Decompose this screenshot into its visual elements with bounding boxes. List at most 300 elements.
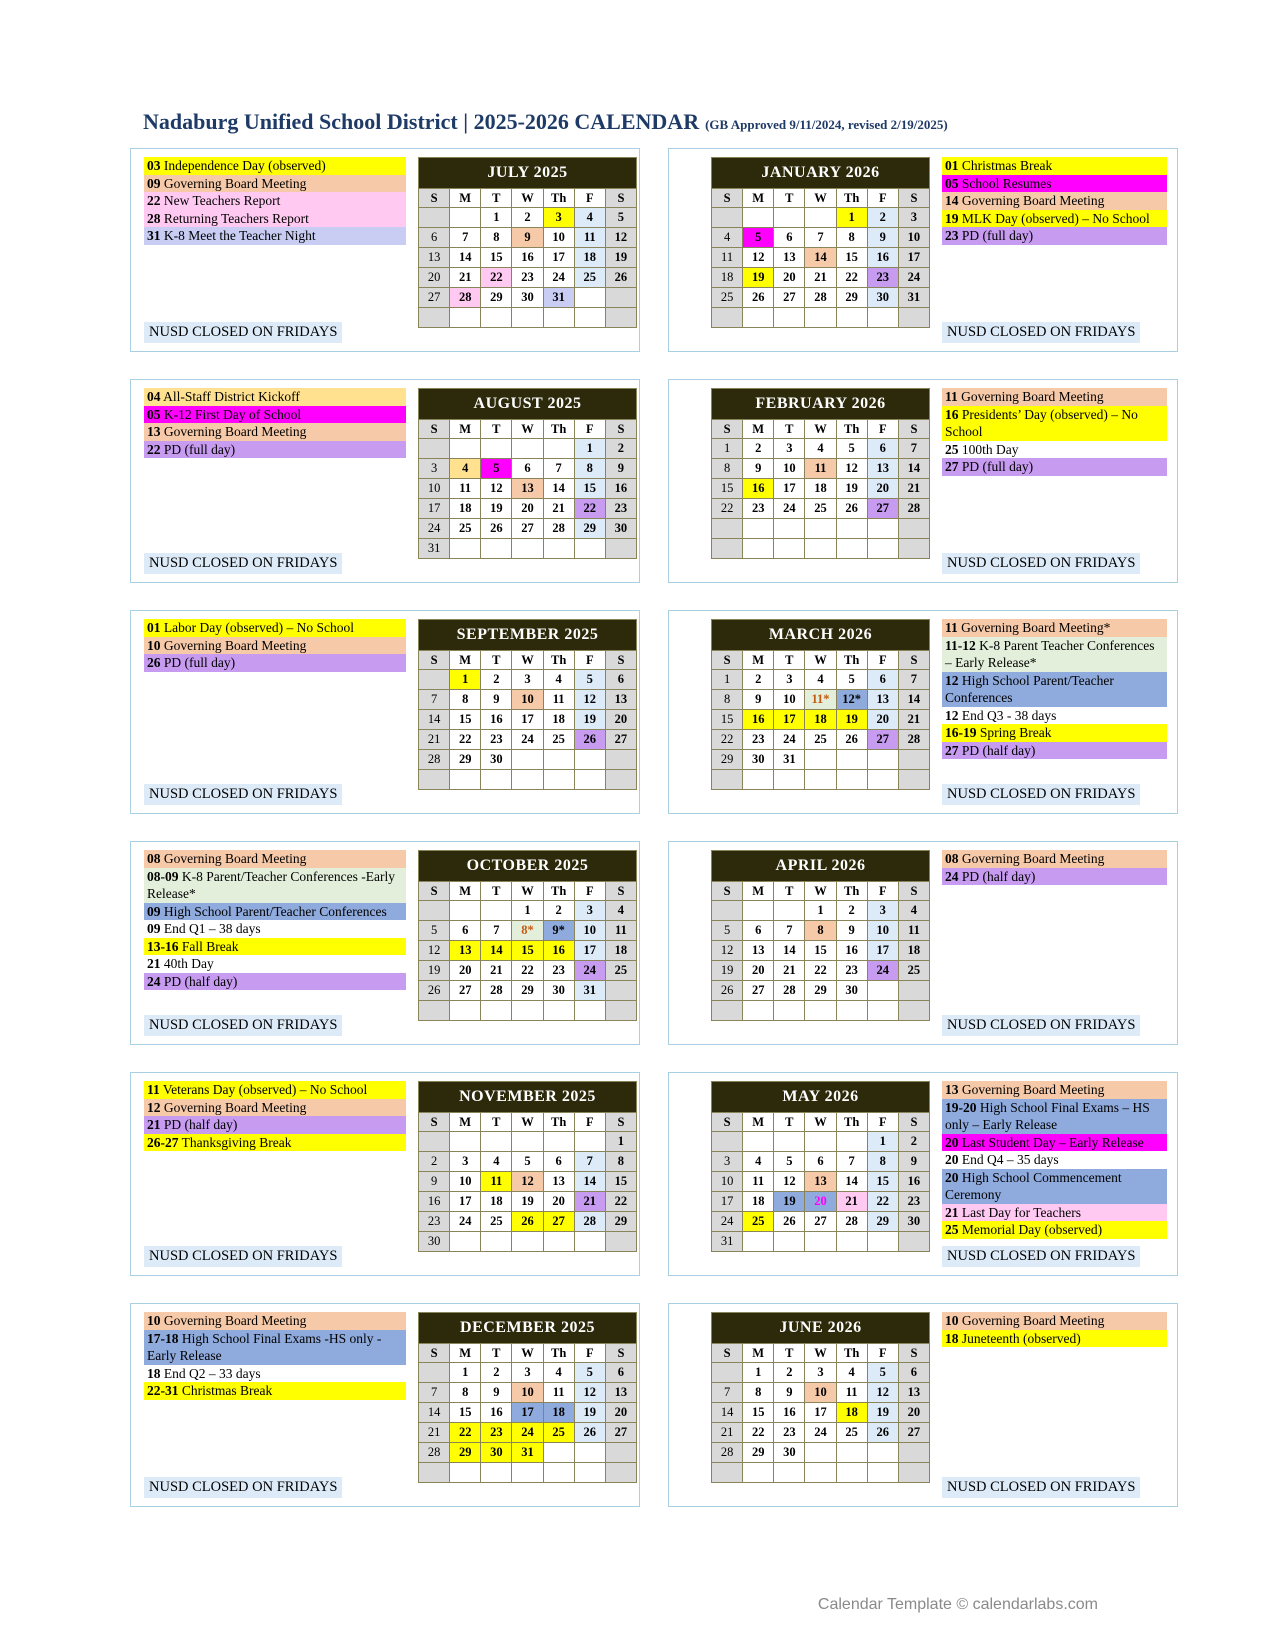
calendar-cell: 16 [481, 710, 512, 730]
calendar-cell: 21 [419, 1423, 450, 1443]
calendar-cell: 28 [898, 499, 929, 519]
calendar-cell: 31 [419, 539, 450, 559]
calendar-cell [836, 1463, 867, 1483]
calendar-cell: 15 [743, 1403, 774, 1423]
day-header: Th [836, 1113, 867, 1132]
calendar-cell [419, 770, 450, 790]
calendar-cell: 9 [743, 690, 774, 710]
note-item: 04 All-Staff District Kickoff [144, 388, 406, 406]
calendar-cell: 29 [450, 750, 481, 770]
calendar-cell [574, 770, 605, 790]
note-item: 08 Governing Board Meeting [942, 850, 1167, 868]
calendar-cell [574, 1463, 605, 1483]
calendar-cell: 23 [774, 1423, 805, 1443]
panel-march-2026 [668, 610, 1178, 814]
calendar-cell [867, 981, 898, 1001]
calendar-cell: 11 [543, 690, 574, 710]
calendar-cell [867, 539, 898, 559]
calendar-cell [898, 308, 929, 328]
calendar-cell: 6 [419, 228, 450, 248]
calendar-cell: 16 [743, 710, 774, 730]
calendar-cell [867, 1001, 898, 1021]
note-item: 09 High School Parent/Teacher Conferences [144, 903, 406, 921]
calendar-cell [450, 901, 481, 921]
notes-december-2025 [144, 1312, 406, 1498]
calendar-cell [605, 308, 636, 328]
calendar-cell: 11 [712, 248, 743, 268]
calendar-cell: 25 [805, 499, 836, 519]
note-item: 18 Juneteenth (observed) [942, 1330, 1167, 1348]
calendar-cell: 25 [574, 268, 605, 288]
calendar-cell: 29 [605, 1212, 636, 1232]
calendar-cell: 22 [450, 1423, 481, 1443]
note-item: 01 Christmas Break [942, 157, 1167, 175]
day-header: S [419, 1344, 450, 1363]
day-header: T [481, 651, 512, 670]
calendar-cell: 13 [543, 1172, 574, 1192]
day-header: Th [543, 189, 574, 208]
notes-july-2025 [144, 157, 406, 343]
note-item: 13-16 Fall Break [144, 938, 406, 956]
calendar-cell [774, 1232, 805, 1252]
calendar-grid [130, 148, 1178, 1507]
day-header: Th [836, 420, 867, 439]
calendar-cell: 17 [512, 1403, 543, 1423]
calendar-cell: 19 [836, 479, 867, 499]
calendar-cell: 14 [774, 941, 805, 961]
calendar-cell: 11 [574, 228, 605, 248]
calendar-cell [712, 539, 743, 559]
calendar-cell: 1 [712, 670, 743, 690]
month-title: JANUARY 2026 [712, 158, 930, 189]
calendar-cell: 10 [712, 1172, 743, 1192]
calendar-row [130, 1303, 1178, 1507]
calendar-cell: 16 [543, 941, 574, 961]
calendar-cell: 3 [574, 901, 605, 921]
calendar-cell: 10 [774, 459, 805, 479]
calendar-cell: 17 [512, 710, 543, 730]
calendar-cell: 9 [481, 1383, 512, 1403]
calendar-cell: 24 [774, 730, 805, 750]
calendar-cell: 4 [712, 228, 743, 248]
calendar-cell: 17 [774, 710, 805, 730]
calendar-cell: 18 [805, 479, 836, 499]
calendar-cell [605, 1001, 636, 1021]
calendar-cell [450, 439, 481, 459]
panel-may-2026 [668, 1072, 1178, 1276]
day-header: M [743, 651, 774, 670]
calendar-cell: 2 [512, 208, 543, 228]
calendar-cell: 3 [512, 1363, 543, 1383]
note-item: 31 K-8 Meet the Teacher Night [144, 227, 406, 245]
calendar-cell: 12 [774, 1172, 805, 1192]
notes-august-2025 [144, 388, 406, 574]
note-item: 16-19 Spring Break [942, 724, 1167, 742]
notes-november-2025 [144, 1081, 406, 1267]
calendar-cell: 7 [898, 670, 929, 690]
calendar-cell: 13 [450, 941, 481, 961]
calendar-cell: 30 [867, 288, 898, 308]
day-header: F [867, 1344, 898, 1363]
calendar-cell: 3 [712, 1152, 743, 1172]
calendar-cell: 5 [774, 1152, 805, 1172]
calendar-cell: 27 [805, 1212, 836, 1232]
calendar-cell: 2 [867, 208, 898, 228]
calendar-cell [419, 439, 450, 459]
day-header: S [419, 651, 450, 670]
calendar-cell: 25 [898, 961, 929, 981]
page-title-main: Nadaburg Unified School District | 2025-2026 CALENDAR [143, 109, 700, 134]
calendar-cell [898, 1463, 929, 1483]
note-item: 08-09 K-8 Parent/Teacher Conferences -Early Release* [144, 868, 406, 903]
calendar-cell: 19 [774, 1192, 805, 1212]
calendar-row [130, 841, 1178, 1045]
calendar-cell: 30 [605, 519, 636, 539]
calendar-cell: 26 [836, 499, 867, 519]
calendar-cell: 2 [743, 670, 774, 690]
calendar-cell [481, 1132, 512, 1152]
day-header: W [512, 420, 543, 439]
notes-may-2026 [942, 1081, 1167, 1267]
calendar-cell: 6 [605, 1363, 636, 1383]
day-header: S [712, 420, 743, 439]
calendar-cell [867, 308, 898, 328]
closed-fridays-note: NUSD CLOSED ON FRIDAYS [144, 553, 342, 574]
calendar-cell: 30 [774, 1443, 805, 1463]
calendar-cell: 7 [574, 1152, 605, 1172]
calendar-cell [898, 539, 929, 559]
calendar-cell [805, 1443, 836, 1463]
note-item: 20 High School Commencement Ceremony [942, 1169, 1167, 1204]
calendar-cell: 24 [574, 961, 605, 981]
calendar-cell: 7 [419, 1383, 450, 1403]
closed-fridays-note: NUSD CLOSED ON FRIDAYS [942, 1246, 1140, 1267]
calendar-cell [450, 1132, 481, 1152]
calendar-cell: 13 [743, 941, 774, 961]
day-header: W [512, 189, 543, 208]
month-table-september-2025 [418, 619, 637, 790]
calendar-cell: 25 [836, 1423, 867, 1443]
calendar-cell: 8 [743, 1383, 774, 1403]
calendar-cell [805, 1463, 836, 1483]
day-header: M [743, 420, 774, 439]
month-title: FEBRUARY 2026 [712, 389, 930, 420]
calendar-cell: 30 [481, 750, 512, 770]
day-header: Th [836, 882, 867, 901]
calendar-cell: 15 [712, 710, 743, 730]
calendar-cell: 25 [543, 730, 574, 750]
note-item: 24 PD (half day) [942, 868, 1167, 886]
calendar-cell: 22 [481, 268, 512, 288]
calendar-cell: 29 [450, 1443, 481, 1463]
day-header: S [605, 882, 636, 901]
calendar-cell: 20 [743, 961, 774, 981]
closed-fridays-note: NUSD CLOSED ON FRIDAYS [942, 322, 1140, 343]
calendar-cell [898, 1443, 929, 1463]
note-item: 21 40th Day [147, 956, 214, 972]
calendar-cell: 26 [867, 1423, 898, 1443]
calendar-cell: 9 [743, 459, 774, 479]
day-header: Th [836, 1344, 867, 1363]
calendar-cell [743, 308, 774, 328]
calendar-cell: 27 [450, 981, 481, 1001]
calendar-cell: 27 [512, 519, 543, 539]
calendar-cell [450, 1232, 481, 1252]
calendar-cell: 6 [450, 921, 481, 941]
calendar-cell: 14 [898, 459, 929, 479]
calendar-cell [898, 750, 929, 770]
note-item: 09 Governing Board Meeting [144, 175, 406, 193]
calendar-cell: 10 [543, 228, 574, 248]
calendar-cell: 9 [419, 1172, 450, 1192]
calendar-cell [543, 750, 574, 770]
day-header: M [450, 420, 481, 439]
calendar-cell: 2 [774, 1363, 805, 1383]
month-table-january-2026 [711, 157, 930, 328]
calendar-cell [574, 750, 605, 770]
calendar-cell [805, 1132, 836, 1152]
notes-september-2025 [144, 619, 406, 805]
calendar-cell: 18 [450, 499, 481, 519]
day-header: S [898, 882, 929, 901]
calendar-cell: 11 [836, 1383, 867, 1403]
calendar-cell [574, 308, 605, 328]
calendar-cell: 22 [867, 1192, 898, 1212]
note-item: 18 End Q2 – 33 days [147, 1365, 261, 1381]
panel-april-2026 [668, 841, 1178, 1045]
calendar-cell [867, 750, 898, 770]
calendar-cell: 15 [867, 1172, 898, 1192]
calendar-cell [543, 1463, 574, 1483]
calendar-cell: 23 [419, 1212, 450, 1232]
calendar-cell: 26 [419, 981, 450, 1001]
note-item: 10 Governing Board Meeting [144, 1312, 406, 1330]
calendar-cell [574, 1232, 605, 1252]
calendar-cell: 5 [867, 1363, 898, 1383]
calendar-cell [774, 1463, 805, 1483]
calendar-cell: 18 [543, 710, 574, 730]
calendar-cell: 15 [481, 248, 512, 268]
calendar-cell [836, 539, 867, 559]
calendar-cell: 25 [543, 1423, 574, 1443]
calendar-cell: 18 [898, 941, 929, 961]
day-header: M [743, 882, 774, 901]
panel-september-2025 [130, 610, 640, 814]
month-title: JUNE 2026 [712, 1313, 930, 1344]
calendar-cell: 31 [774, 750, 805, 770]
calendar-cell [774, 1132, 805, 1152]
calendar-cell: 7 [712, 1383, 743, 1403]
calendar-cell [898, 1001, 929, 1021]
calendar-cell: 11 [605, 921, 636, 941]
calendar-cell: 11* [805, 690, 836, 710]
day-header: T [481, 420, 512, 439]
calendar-cell: 16 [743, 479, 774, 499]
calendar-cell [712, 1001, 743, 1021]
calendar-cell [774, 519, 805, 539]
calendar-cell: 23 [481, 730, 512, 750]
calendar-cell [774, 539, 805, 559]
calendar-cell: 11 [481, 1172, 512, 1192]
notes-june-2026 [942, 1312, 1167, 1498]
calendar-cell: 13 [867, 690, 898, 710]
calendar-cell: 30 [512, 288, 543, 308]
calendar-cell [481, 770, 512, 790]
calendar-cell [805, 750, 836, 770]
calendar-cell: 4 [481, 1152, 512, 1172]
calendar-cell: 6 [867, 670, 898, 690]
calendar-cell [712, 770, 743, 790]
calendar-cell: 20 [450, 961, 481, 981]
calendar-cell [450, 1463, 481, 1483]
note-item: 25 100th Day [945, 441, 1019, 457]
calendar-cell: 3 [419, 459, 450, 479]
note-item: 22-31 Christmas Break [144, 1382, 406, 1400]
calendar-cell: 11 [898, 921, 929, 941]
calendar-cell: 24 [543, 268, 574, 288]
calendar-cell: 27 [774, 288, 805, 308]
calendar-cell: 14 [574, 1172, 605, 1192]
calendar-cell [836, 1001, 867, 1021]
calendar-cell: 22 [836, 268, 867, 288]
calendar-cell: 18 [543, 1403, 574, 1423]
day-header: Th [543, 1113, 574, 1132]
calendar-cell: 21 [543, 499, 574, 519]
calendar-cell: 19 [605, 248, 636, 268]
closed-fridays-note: NUSD CLOSED ON FRIDAYS [942, 553, 1140, 574]
calendar-cell: 24 [512, 1423, 543, 1443]
calendar-cell [743, 208, 774, 228]
calendar-row [130, 148, 1178, 352]
calendar-cell: 17 [574, 941, 605, 961]
calendar-cell: 12* [836, 690, 867, 710]
calendar-row [130, 1072, 1178, 1276]
note-item: 10 Governing Board Meeting [942, 1312, 1167, 1330]
footer-credit: Calendar Template © calendarlabs.com [817, 1596, 1098, 1613]
calendar-cell: 1 [867, 1132, 898, 1152]
note-item: 08 Governing Board Meeting [144, 850, 406, 868]
calendar-cell: 24 [419, 519, 450, 539]
calendar-cell [574, 1443, 605, 1463]
calendar-cell: 28 [481, 981, 512, 1001]
calendar-cell: 22 [450, 730, 481, 750]
day-header: M [450, 189, 481, 208]
day-header: M [450, 1113, 481, 1132]
calendar-cell [805, 1001, 836, 1021]
calendar-cell [898, 981, 929, 1001]
calendar-cell [743, 1001, 774, 1021]
calendar-cell: 2 [543, 901, 574, 921]
calendar-cell: 30 [836, 981, 867, 1001]
calendar-cell: 2 [605, 439, 636, 459]
calendar-cell: 12 [867, 1383, 898, 1403]
calendar-cell: 14 [419, 710, 450, 730]
calendar-cell [419, 1132, 450, 1152]
calendar-cell: 16 [419, 1192, 450, 1212]
calendar-cell [543, 1001, 574, 1021]
calendar-cell: 21 [898, 710, 929, 730]
calendar-cell [419, 308, 450, 328]
calendar-cell [481, 1463, 512, 1483]
calendar-cell: 7 [481, 921, 512, 941]
calendar-cell: 20 [605, 710, 636, 730]
calendar-cell [836, 1232, 867, 1252]
calendar-cell: 28 [419, 1443, 450, 1463]
calendar-cell [898, 519, 929, 539]
calendar-cell [805, 770, 836, 790]
calendar-cell [836, 770, 867, 790]
calendar-cell [481, 1001, 512, 1021]
calendar-cell: 1 [574, 439, 605, 459]
calendar-cell: 13 [605, 690, 636, 710]
calendar-cell: 28 [836, 1212, 867, 1232]
day-header: T [774, 1344, 805, 1363]
calendar-cell: 26 [605, 268, 636, 288]
day-header: W [805, 1113, 836, 1132]
day-header: W [805, 189, 836, 208]
calendar-cell: 4 [574, 208, 605, 228]
calendar-cell: 19 [836, 710, 867, 730]
day-header: S [898, 1113, 929, 1132]
calendar-cell: 1 [805, 901, 836, 921]
calendar-cell: 26 [712, 981, 743, 1001]
calendar-cell: 8 [712, 459, 743, 479]
calendar-cell [450, 539, 481, 559]
month-title: MAY 2026 [712, 1082, 930, 1113]
calendar-cell: 5 [712, 921, 743, 941]
calendar-cell [450, 1001, 481, 1021]
calendar-cell [605, 539, 636, 559]
month-title: MARCH 2026 [712, 620, 930, 651]
calendar-cell: 12 [574, 1383, 605, 1403]
calendar-cell: 1 [481, 208, 512, 228]
calendar-cell [419, 208, 450, 228]
calendar-cell: 3 [543, 208, 574, 228]
calendar-cell: 13 [774, 248, 805, 268]
calendar-cell: 7 [774, 921, 805, 941]
day-header: Th [836, 189, 867, 208]
day-header: S [419, 1113, 450, 1132]
calendar-cell: 20 [774, 268, 805, 288]
calendar-cell: 23 [481, 1423, 512, 1443]
calendar-row [130, 379, 1178, 583]
calendar-cell: 15 [512, 941, 543, 961]
day-header: W [805, 882, 836, 901]
calendar-cell: 24 [805, 1423, 836, 1443]
note-item: 25 Memorial Day (observed) [942, 1221, 1167, 1239]
calendar-cell: 22 [712, 730, 743, 750]
day-header: T [481, 189, 512, 208]
calendar-cell: 26 [836, 730, 867, 750]
calendar-cell: 26 [574, 1423, 605, 1443]
calendar-cell [543, 770, 574, 790]
calendar-cell: 6 [605, 670, 636, 690]
calendar-cell: 10 [867, 921, 898, 941]
day-header: S [712, 651, 743, 670]
calendar-cell: 5 [512, 1152, 543, 1172]
calendar-cell [743, 1132, 774, 1152]
calendar-cell: 8 [867, 1152, 898, 1172]
calendar-cell: 5 [743, 228, 774, 248]
calendar-cell: 20 [543, 1192, 574, 1212]
calendar-cell: 26 [774, 1212, 805, 1232]
calendar-cell: 8 [712, 690, 743, 710]
note-item: 26 PD (full day) [144, 654, 406, 672]
day-header: S [419, 189, 450, 208]
calendar-cell: 26 [574, 730, 605, 750]
calendar-cell [419, 1001, 450, 1021]
day-header: F [574, 1113, 605, 1132]
